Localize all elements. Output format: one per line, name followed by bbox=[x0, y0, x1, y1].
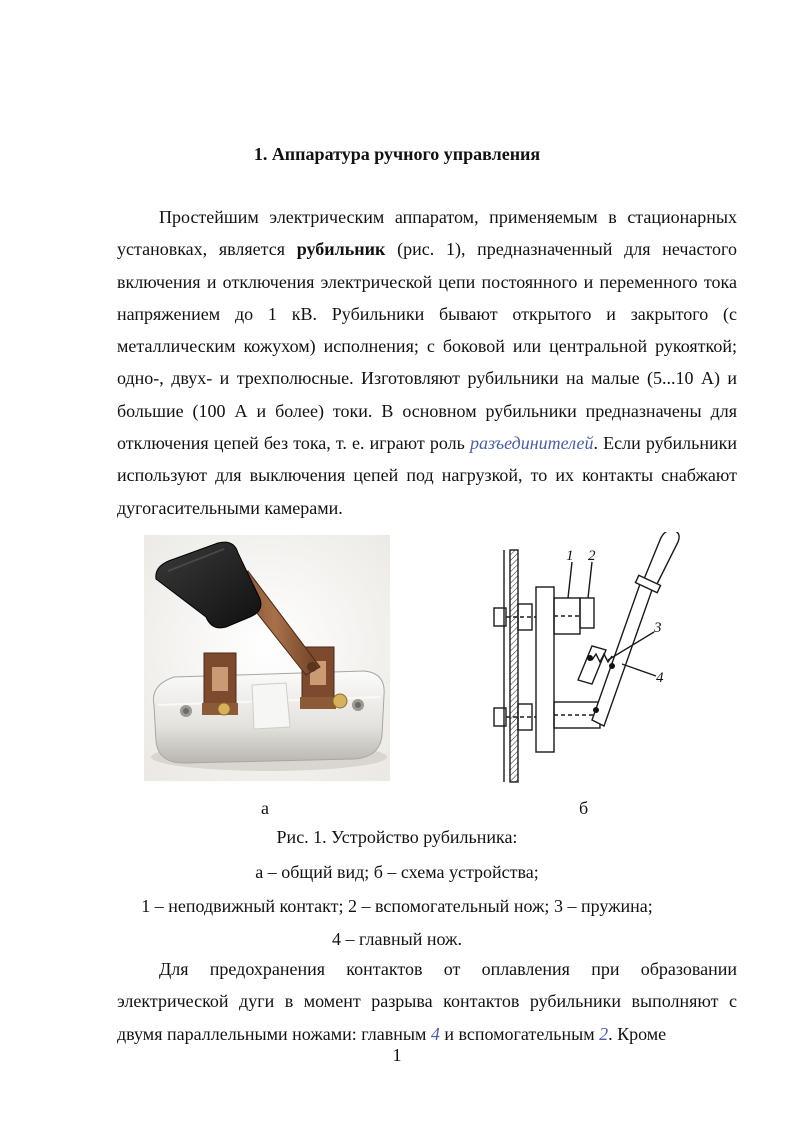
para-text: . Кроме bbox=[608, 1023, 667, 1044]
diagram-label-2: 2 bbox=[588, 548, 596, 564]
figure-caption-title: Рис. 1. Устройство рубильника: bbox=[276, 827, 518, 847]
para-text: Простейшим электрическим аппаратом, применяемым в стационарных установках, является bbox=[117, 207, 737, 260]
diagram-label-3: 3 bbox=[654, 620, 662, 636]
figure-caption-line: а – общий вид; б – схема устройства; bbox=[255, 862, 539, 882]
page-title: 1. Аппаратура ручного управления bbox=[253, 144, 541, 164]
diagram-label-4: 4 bbox=[656, 670, 664, 686]
term-italic: разъединителей bbox=[469, 433, 594, 454]
figure-label-b: б bbox=[579, 798, 589, 818]
para-text: Для предохранения контактов от оплавления при образовании электрической дуги в момент разрыва контактов рубильники выполняют с двумя параллельными ножами: главным bbox=[117, 959, 737, 1044]
switch-diagram bbox=[482, 532, 692, 792]
para-text: (рис. 1), предназначенный для нечастого включения и отключения электрической цепи постоянного и переменного тока напряжением до 1 кВ. Рубильники бывают открытого и закрытого (с металлическим кожухом) исполнения; с боковой или центральной рукояткой; одно-, двух- и трехполюсные. Изготовляют рубильники на малые (5...10 А) и большие (100 А и более) токи. В основном рубильники предназначены для отключения цепей без тока, т. е. играют роль bbox=[117, 239, 737, 454]
figure-caption-line: 4 – главный нож. bbox=[332, 929, 462, 949]
figure-caption-line: 1 – неподвижный контакт; 2 – вспомогательный нож; 3 – пружина; bbox=[141, 896, 653, 916]
para-text: . Если рубильники используют для выключения цепей под нагрузкой, то их контакты снабжают дугогасительными камерами. bbox=[117, 433, 737, 518]
term-bold: рубильник bbox=[296, 239, 386, 260]
page-number: 1 bbox=[392, 1045, 402, 1065]
second-paragraph bbox=[117, 953, 737, 1050]
intro-paragraph bbox=[117, 201, 737, 524]
diagram-label-1: 1 bbox=[566, 548, 574, 564]
switch-photo bbox=[144, 535, 390, 781]
para-text: и вспомогательным bbox=[439, 1023, 600, 1044]
item-number: 2 bbox=[599, 1023, 609, 1044]
item-number: 4 bbox=[430, 1023, 440, 1044]
figure-label-a: а bbox=[261, 798, 269, 818]
